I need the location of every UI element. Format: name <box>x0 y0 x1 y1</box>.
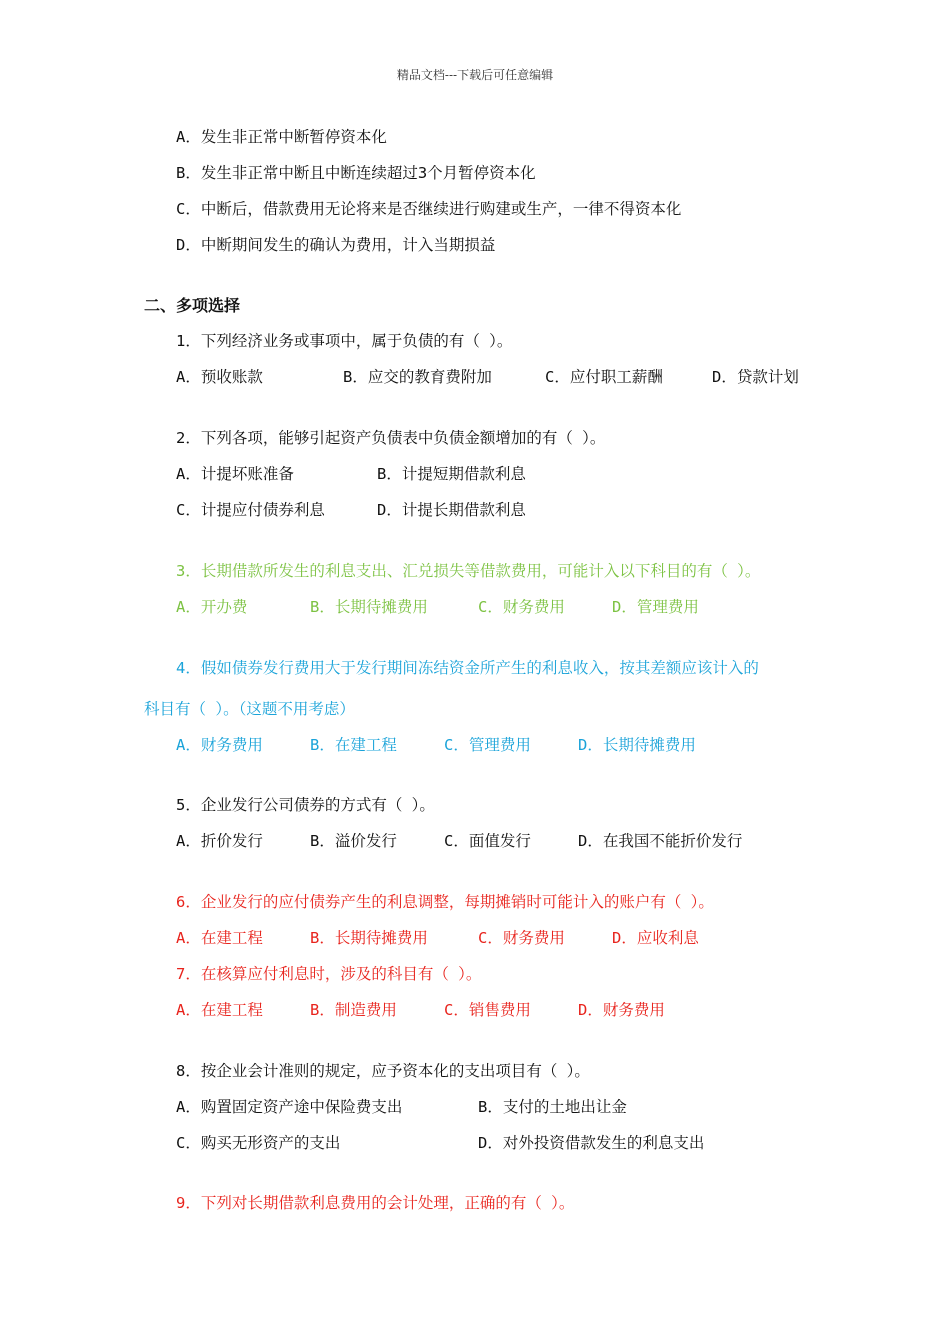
q8-option-c: C．购买无形资产的支出 <box>176 1134 341 1152</box>
q6-option-b: B．长期待摊费用 <box>310 929 428 947</box>
q1-option-a: A．预收账款 <box>176 368 263 386</box>
q6-option-a: A．在建工程 <box>176 929 263 947</box>
section-title: 二、多项选择 <box>144 296 241 315</box>
q5-option-b: B．溢价发行 <box>310 832 397 850</box>
q4-option-a: A．财务费用 <box>176 736 263 754</box>
question-9-stem: 9．下列对长期借款利息费用的会计处理，正确的有（ ）。 <box>176 1194 575 1212</box>
q2-option-a: A．计提坏账准备 <box>176 465 294 483</box>
q3-option-b: B．长期待摊费用 <box>310 598 428 616</box>
q6-option-c: C．财务费用 <box>478 929 565 947</box>
q3-option-a: A．开办费 <box>176 598 248 616</box>
prev-option-d: D．中断期间发生的确认为费用，计入当期损益 <box>176 236 496 254</box>
question-7-stem: 7．在核算应付利息时，涉及的科目有（ ）。 <box>176 965 482 983</box>
q4-option-c: C．管理费用 <box>444 736 531 754</box>
q8-option-a: A．购置固定资产途中保险费支出 <box>176 1098 403 1116</box>
question-5-stem: 5．企业发行公司债券的方式有（ ）。 <box>176 796 435 814</box>
question-2-stem: 2．下列各项，能够引起资产负债表中负债金额增加的有（ ）。 <box>176 429 606 447</box>
q3-option-c: C．财务费用 <box>478 598 565 616</box>
q5-option-d: D．在我国不能折价发行 <box>578 832 743 850</box>
q1-option-c: C．应付职工薪酬 <box>545 368 663 386</box>
q7-option-a: A．在建工程 <box>176 1001 263 1019</box>
question-6-stem: 6．企业发行的应付债券产生的利息调整，每期摊销时可能计入的账户有（ ）。 <box>176 893 714 911</box>
q2-option-b: B．计提短期借款利息 <box>377 465 526 483</box>
q5-option-a: A．折价发行 <box>176 832 263 850</box>
page-header: 精品文档---下载后可任意编辑 <box>396 68 554 82</box>
q8-option-b: B．支付的土地出让金 <box>478 1098 627 1116</box>
question-1-stem: 1．下列经济业务或事项中，属于负债的有（ ）。 <box>176 332 513 350</box>
q1-option-d: D．贷款计划 <box>712 368 799 386</box>
q7-option-b: B．制造费用 <box>310 1001 397 1019</box>
q2-option-c: C．计提应付债券利息 <box>176 501 325 519</box>
prev-option-b: B．发生非正常中断且中断连续超过3个月暂停资本化 <box>176 164 536 182</box>
prev-option-a: A．发生非正常中断暂停资本化 <box>176 128 387 146</box>
question-4-stem-line1: 4．假如债券发行费用大于发行期间冻结资金所产生的利息收入，按其差额应该计入的 <box>176 659 759 677</box>
question-3-stem: 3．长期借款所发生的利息支出、汇兑损失等借款费用，可能计入以下科目的有（ ）。 <box>176 562 761 580</box>
q5-option-c: C．面值发行 <box>444 832 531 850</box>
q2-option-d: D．计提长期借款利息 <box>377 501 526 519</box>
question-8-stem: 8．按企业会计准则的规定，应予资本化的支出项目有（ ）。 <box>176 1062 590 1080</box>
q8-option-d: D．对外投资借款发生的利息支出 <box>478 1134 705 1152</box>
prev-option-c: C．中断后，借款费用无论将来是否继续进行购建或生产，一律不得资本化 <box>176 200 682 218</box>
q6-option-d: D．应收利息 <box>612 929 699 947</box>
question-4-stem-line2: 科目有（ ）。（这题不用考虑） <box>144 700 355 718</box>
q4-option-d: D．长期待摊费用 <box>578 736 696 754</box>
q4-option-b: B．在建工程 <box>310 736 397 754</box>
q7-option-c: C．销售费用 <box>444 1001 531 1019</box>
q3-option-d: D．管理费用 <box>612 598 699 616</box>
q1-option-b: B．应交的教育费附加 <box>343 368 492 386</box>
q7-option-d: D．财务费用 <box>578 1001 665 1019</box>
